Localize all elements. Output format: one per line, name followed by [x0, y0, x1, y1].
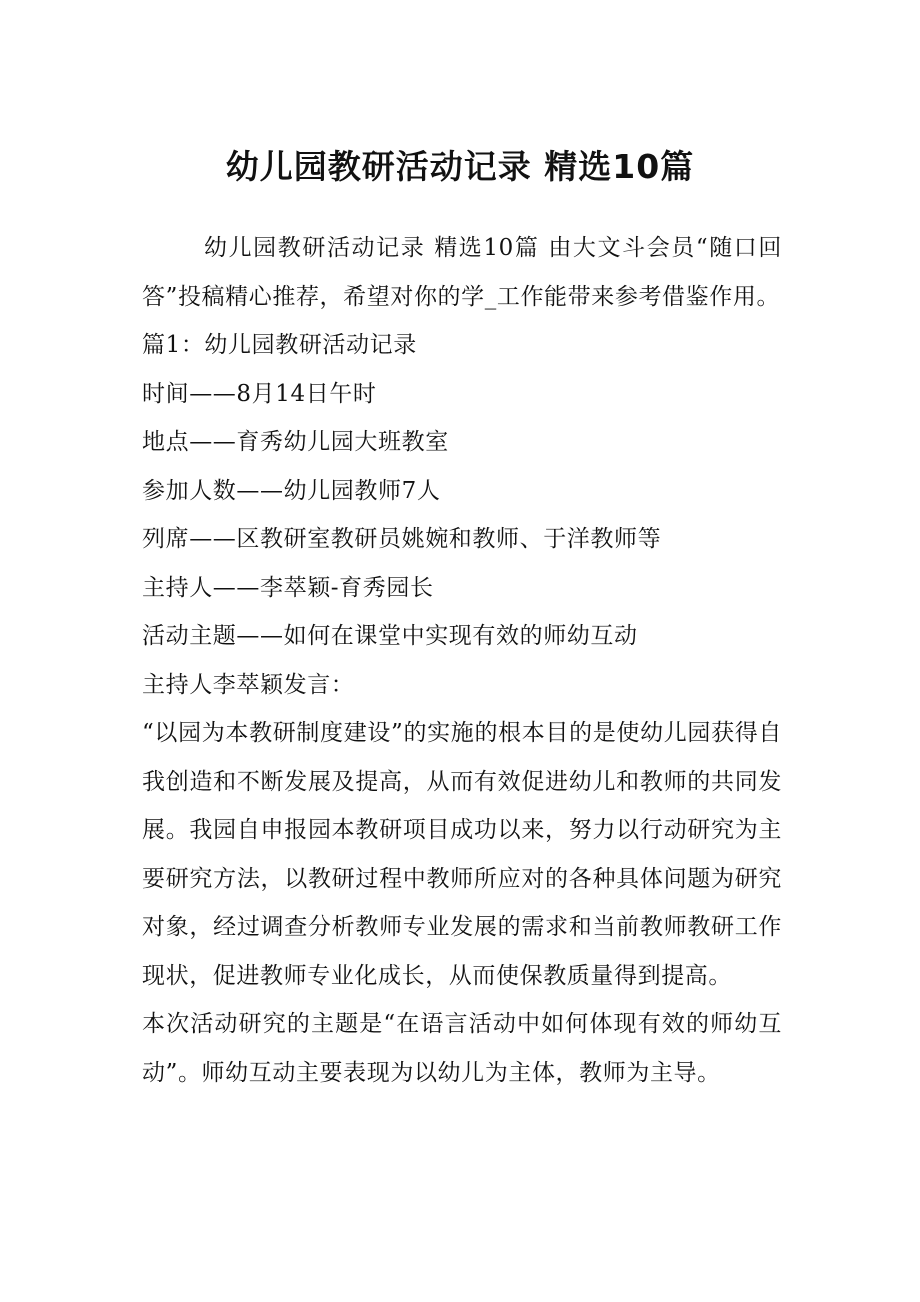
- info-line-attendees: 列席——区教研室教研员姚婉和教师、于洋教师等: [142, 526, 662, 552]
- body-paragraph-2: 本次活动研究的主题是“在语言活动中如何体现有效的师幼互动”。师幼互动主要表现为以幼儿为主体，教师为主导。: [142, 1011, 782, 1086]
- body-paragraph-1: “以园为本教研制度建设”的实施的根本目的是使幼儿园获得自我创造和不断发展及提高，从而有效促进幼儿和教师的共同发展。我园自申报园本教研项目成功以来，努力以行动研究为主要研究方法，以教研过程中教师所应对的各种具体问题为研究对象，经过调查分析教师专业发展的需求和当前教师教研工作现状，促进教师专业化成长，从而使保教质量得到提高。: [142, 720, 782, 989]
- info-line-participants: 参加人数——幼儿园教师7人: [142, 477, 441, 504]
- document-title: 幼儿园教研活动记录 精选10篇: [225, 147, 695, 186]
- section-heading: 篇1：幼儿园教研活动记录: [142, 332, 417, 358]
- document-body: [142, 224, 782, 1097]
- info-line-theme: 活动主题——如何在课堂中实现有效的师幼互动: [142, 623, 638, 649]
- info-line-host: 主持人——李萃颖-育秀园长: [142, 574, 434, 601]
- intro-paragraph: 幼儿园教研活动记录 精选10篇 由大文斗会员“随口回答”投稿精心推荐，希望对你的学_工作能带来参考借鉴作用。: [142, 235, 782, 310]
- info-line-location: 地点——育秀幼儿园大班教室: [142, 429, 449, 455]
- info-line-time: 时间——8月14日午时: [142, 380, 377, 407]
- info-line-host-speech: 主持人李萃颖发言：: [142, 671, 355, 698]
